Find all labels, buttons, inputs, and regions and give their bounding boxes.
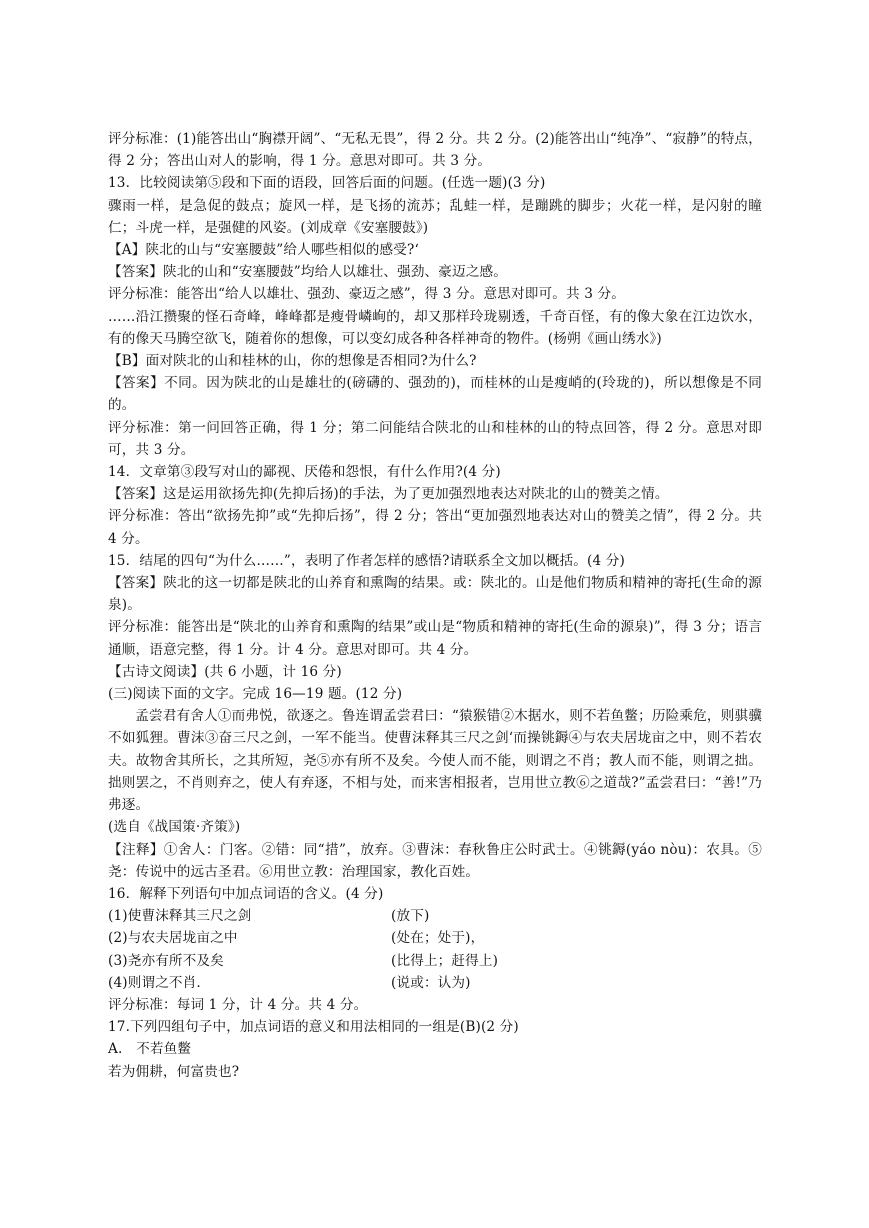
q16-item-3 (108, 950, 762, 972)
annotations: 【注释】①舍人：门客。②错：同“措”，放弃。③曹沫：春秋鲁庄公时武士。④铫鎒(yáo nòu)：农具。⑤尧：传说中的远古圣君。⑥用世立教：治理国家，教化百姓。 (108, 841, 762, 880)
q16-item-4 (108, 972, 762, 994)
classical-passage: 孟尝君有舍人①而弗悦，欲逐之。鲁连谓孟尝君曰：“猿猴错②木据水，则不若鱼鳖；历险乘危，则骐骥不如狐狸。曹沫③奋三尺之剑，一军不能当。使曹沫释其三尺之剑‘而操铫鎒④与农夫居垅亩之中，则不若农夫。故物舍其所长，之其所短，尧⑤亦有所不及矣。今使人而不能，则谓之不肖；教人而不能，则谓之拙。拙则罢之，不肖则弃之，使人有弃逐，不相与处，而来害相报者，岂用世立教⑥之道哉?”孟尝君曰：“善!”乃弗逐。 (108, 708, 762, 814)
question-13a: 【A】陕北的山与“安塞腰鼓”给人哪些相似的感受?‘ (108, 242, 419, 259)
answer-13b: 【答案】不同。因为陕北的山是雄壮的(磅礴的、强劲的)，而桂林的山是瘦峭的(玲珑的)，所以想像是不同的。 (108, 375, 762, 414)
q16-item-sentence: (1)使曹沫释其三尺之剑 (108, 908, 252, 925)
section-heading-classical: 【古诗文阅读】(共 6 小题，计 16 分) (108, 663, 342, 680)
scoring-standard-13b: 评分标准：第一问回答正确，得 1 分；第二问能结合陕北的山和桂林的山的特点回答，得 2 分。意思对即可，共 3 分。 (108, 419, 762, 458)
q16-item-1 (108, 905, 762, 927)
question-17: 17.下列四组句子中，加点词语的意义和用法相同的一组是(B)(2 分) (108, 1019, 519, 1036)
answer-15: 【答案】陕北的这一切都是陕北的山养育和熏陶的结果。或：陕北的。山是他们物质和精神的寄托(生命的源泉)。 (108, 575, 762, 614)
question-16: 16．解释下列语句中加点词语的含义。(4 分) (108, 885, 384, 902)
q16-item-meaning: (处在；处于)， (391, 930, 485, 947)
question-13b: 【B】面对陕北的山和桂林的山，你的想像是否相同?为什么? (108, 353, 477, 370)
scoring-standard-12: 评分标准：(1)能答出山“胸襟开阔”、“无私无畏”，得 2 分。共 2 分。(2)能答出山“纯净”、“寂静”的特点，得 2 分；答出山对人的影响，得 1 分。意思对即可。共 3 分。 (108, 131, 762, 170)
question-13: 13．比较阅读第⑤段和下面的语段，回答后面的问题。(任选一题)(3 分) (108, 175, 546, 192)
scoring-standard-14: 评分标准：答出“欲扬先抑”或“先抑后扬”，得 2 分；答出“更加强烈地表达对山的赞美之情”，得 2 分。共 4 分。 (108, 508, 762, 547)
document-body (108, 128, 762, 1083)
answer-14: 【答案】这是运用欲扬先抑(先抑后扬)的手法，为了更加强烈地表达对陕北的山的赞美之情。 (108, 486, 669, 503)
q16-item-meaning: (说或：认为) (391, 974, 471, 991)
option-a-line-1: A. 不若鱼鳖 (108, 1041, 192, 1058)
question-15: 15．结尾的四句“为什么……”，表明了作者怎样的感悟?请联系全文加以概括。(4 分) (108, 552, 625, 569)
scoring-standard-15: 评分标准：能答出是“陕北的山养育和熏陶的结果”或山是“物质和精神的寄托(生命的源泉)”，得 3 分；语言通顺，语意完整，得 1 分。计 4 分。意思对即可。共 4 分。 (108, 619, 762, 658)
q16-item-meaning: (放下) (391, 908, 430, 925)
scoring-standard-13a: 评分标准：能答出“给人以雄壮、强劲、豪迈之感”，得 3 分。意思对即可。共 3 分。 (108, 286, 625, 303)
passage-ansai-drum: 骤雨一样，是急促的鼓点；旋风一样，是飞扬的流苏；乱蛙一样，是蹦跳的脚步；火花一样，是闪射的瞳仁；斗虎一样，是强健的风姿。(刘成章《安塞腰鼓》) (108, 197, 762, 236)
q16-item-meaning: (比得上；赶得上) (391, 952, 499, 969)
option-a-line-2: 若为佣耕，何富贵也? (108, 1063, 240, 1080)
q16-item-sentence: (3)尧亦有所不及矣 (108, 952, 224, 969)
q16-item-sentence: (2)与农夫居垅亩之中 (108, 930, 238, 947)
question-14: 14．文章第③段写对山的鄙视、厌倦和怨恨，有什么作用?(4 分) (108, 464, 501, 481)
q16-item-sentence: (4)则谓之不肖. (108, 974, 201, 991)
passage-guilin-hills: ……沿江攒聚的怪石奇峰，峰峰都是瘦骨嶙峋的，却又那样玲珑剔透，千奇百怪，有的像大象在江边饮水，有的像天马腾空欲飞，随着你的想像，可以变幻成各种各样神奇的物件。(杨朔《画山绣水》) (108, 308, 762, 347)
subsection-heading-3: (三)阅读下面的文字。完成 16—19 题。(12 分) (108, 686, 403, 703)
q16-item-2 (108, 927, 762, 949)
scoring-standard-16: 评分标准：每词 1 分，计 4 分。共 4 分。 (108, 996, 368, 1013)
answer-13a: 【答案】陕北的山和“安塞腰鼓”均给人以雄壮、强劲、豪迈之感。 (108, 264, 508, 281)
passage-source: (选自《战国策·齐策》) (108, 819, 241, 836)
